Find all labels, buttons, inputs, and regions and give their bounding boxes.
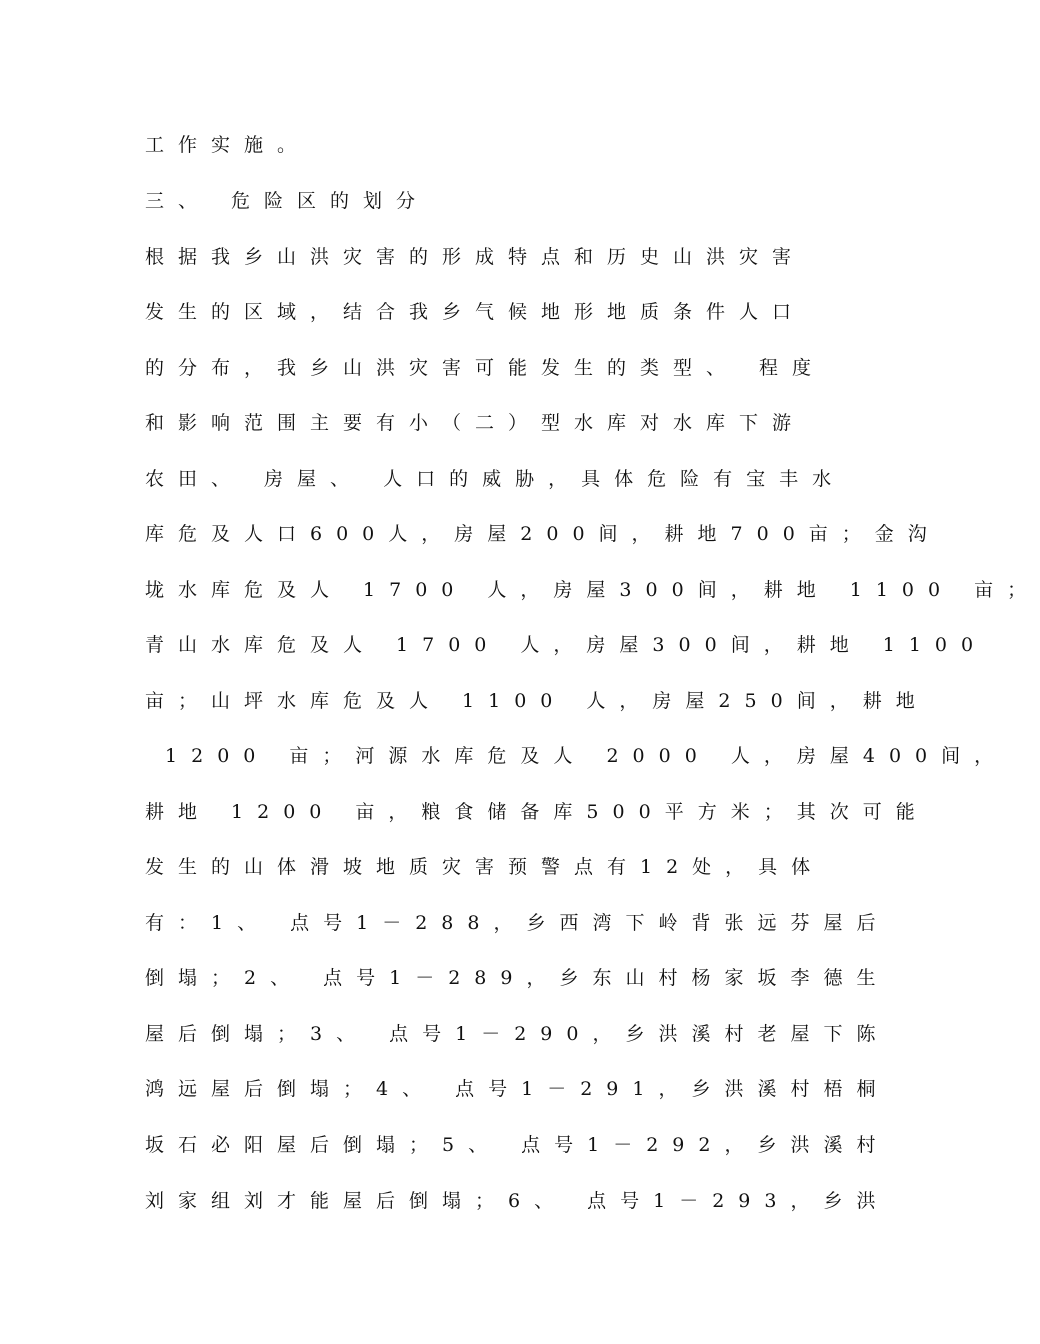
text-line-1: 工作实施。: [145, 134, 311, 156]
text-line-3: 根据我乡山洪灾害的形成特点和历史山洪灾害: [145, 246, 806, 268]
text-line-16: 倒塌；2、 点号1－289，乡东山村杨家坂李德生: [145, 967, 890, 989]
text-line-12: 1200 亩；河源水库危及人 2000 人，房屋400间，: [145, 745, 1008, 767]
text-line-14: 发生的山体滑坡地质灾害预警点有12处，具体: [145, 856, 825, 878]
text-line-20: 刘家组刘才能屋后倒塌；6、 点号1－293，乡洪: [145, 1190, 890, 1212]
text-line-11: 亩；山坪水库危及人 1100 人，房屋250间，耕地: [145, 690, 929, 712]
text-line-17: 屋后倒塌；3、 点号1－290，乡洪溪村老屋下陈: [145, 1023, 890, 1045]
text-line-10: 青山水库危及人 1700 人，房屋300间，耕地 1100: [145, 634, 988, 656]
text-line-8: 库危及人口600人，房屋200间，耕地700亩；金沟: [145, 523, 941, 545]
text-line-18: 鸿远屋后倒塌；4、 点号1－291，乡洪溪村梧桐: [145, 1078, 890, 1100]
text-line-9: 垅水库危及人 1700 人，房屋300间，耕地 1100 亩；: [145, 579, 1040, 601]
text-line-6: 和影响范围主要有小（二）型水库对水库下游: [145, 412, 806, 434]
text-line-4: 发生的区域，结合我乡气候地形地质条件人口: [145, 301, 806, 323]
text-line-15: 有：1、 点号1－288，乡西湾下岭背张远芬屋后: [145, 912, 890, 934]
text-line-5: 的分布，我乡山洪灾害可能发生的类型、 程度: [145, 357, 826, 379]
text-line-7: 农田、 房屋、 人口的威胁，具体危险有宝丰水: [145, 468, 846, 490]
text-line-13: 耕地 1200 亩，粮食储备库500平方米；其次可能: [145, 801, 929, 823]
text-line-19: 坂石必阳屋后倒塌；5、 点号1－292，乡洪溪村: [145, 1134, 890, 1156]
section-heading: 三、 危险区的划分: [145, 190, 430, 212]
